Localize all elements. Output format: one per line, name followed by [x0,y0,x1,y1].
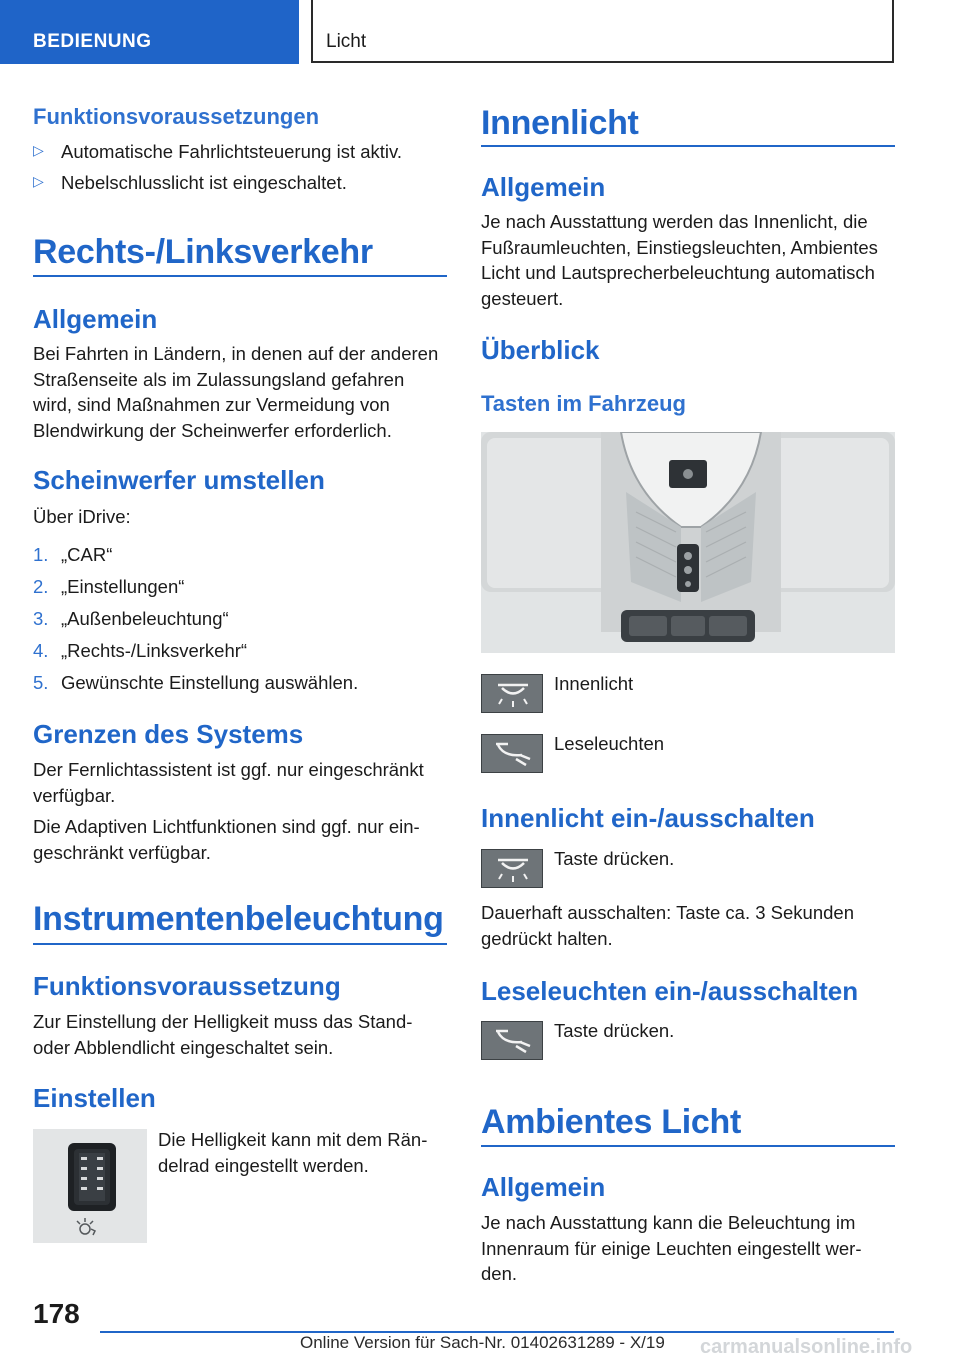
step-item: 4. „Rechts-/Linksverkehr“ [33,640,248,661]
interior-light-button-icon [481,849,543,888]
idrive-intro: Über iDrive: [33,506,131,527]
watermark: carmanualsonline.info [700,1336,913,1358]
step-item: 3. „Außenbeleuchtung“ [33,608,229,629]
bullet-item: ▷ Nebelschlusslicht ist eingeschaltet. [33,172,347,193]
limits-text-2: Die Adaptiven Lichtfunktionen sind ggf. nur ein- geschränkt verfügbar. [33,816,420,863]
step-item: 5. Gewünschte Einstellung auswählen. [33,672,359,693]
scheinwerfer-heading: Scheinwerfer umstellen [33,465,325,495]
reading-light-icon [481,734,543,773]
overhead-console-image [481,432,895,653]
instr-req-heading: Funktionsvoraussetzung [33,971,341,1001]
page-number: 178 [33,1298,80,1329]
buttons-heading: Tasten im Fahrzeug [481,391,686,416]
dimmer-wheel-image [33,1129,147,1243]
title-rule [33,275,447,277]
chapter-tab-label: Licht [326,31,367,52]
einstellen-heading: Einstellen [33,1083,156,1113]
section-title-ambientes-licht: Ambientes Licht [481,1103,741,1141]
interior-light-icon [481,674,543,713]
section-title-rechts-links: Rechts-/Linksverkehr [33,233,373,271]
innen-switch-heading: Innenlicht ein-/ausschalten [481,803,815,833]
legend-leseleuchten: Leseleuchten [554,733,665,754]
reading-light-button-icon [481,1021,543,1060]
einstellen-text: Die Helligkeit kann mit dem Rän- delrad eingestellt werden. [158,1129,428,1176]
rl-general-text: Bei Fahrten in Ländern, in denen auf der anderen Straßenseite als im Zulassungsland gefahren wird, sind Maßnahmen zur Vermeidung von Blendwirkung der Scheinwerfer erforderlich. [33,343,439,441]
func-heading: Funktionsvoraussetzungen [33,104,320,129]
title-rule [33,943,447,945]
rl-general-heading: Allgemein [33,304,158,334]
innen-general-heading: Allgemein [481,172,606,202]
overview-heading: Überblick [481,335,600,365]
triangle-bullet-icon: ▷ [33,173,44,189]
section-title-instrumentenbeleuchtung: Instrumentenbeleuchtung [33,900,444,938]
title-rule [481,1145,895,1147]
section-title-innenlicht: Innenlicht [481,104,639,142]
innen-general-text: Je nach Ausstattung werden das Innenlicht, die Fußraumleuchten, Einstiegsleuchten, Ambientes Licht und Lautsprecherbeleuchtung automatisch gesteuert. [481,211,878,309]
limits-heading: Grenzen des Systems [33,719,304,749]
title-rule [481,145,895,147]
section-tab[interactable] [0,0,299,64]
bullet-item: ▷ Automatische Fahrlichtsteuerung ist aktiv. [33,141,403,162]
ambient-text: Je nach Ausstattung kann die Beleuchtung im Innenraum für einige Leuchten eingestellt wer- den. [481,1212,862,1284]
online-version-text: Online Version für Sach-Nr. 01402631289 - X/19 [300,1333,665,1352]
lese-switch-heading: Leseleuchten ein-/ausschalten [481,976,859,1006]
press-button-text: Taste drücken. [554,848,675,869]
chapter-tab[interactable] [311,0,894,63]
triangle-bullet-icon: ▷ [33,142,44,158]
press-button-text-2: Taste drücken. [554,1020,675,1041]
step-item: 2. „Einstellungen“ [33,576,185,597]
ambient-general-heading: Allgemein [481,1172,606,1202]
instr-req-text: Zur Einstellung der Helligkeit muss das Stand- oder Abblendlicht eingeschaltet sein. [33,1011,413,1058]
step-item: 1. „CAR“ [33,544,113,565]
permanent-off-text: Dauerhaft ausschalten: Taste ca. 3 Sekunden gedrückt halten. [481,902,854,949]
section-tab-label: BEDIENUNG [33,31,152,52]
legend-innenlicht: Innenlicht [554,673,634,694]
limits-text-1: Der Fernlichtassistent ist ggf. nur eingeschränkt verfügbar. [33,759,424,806]
